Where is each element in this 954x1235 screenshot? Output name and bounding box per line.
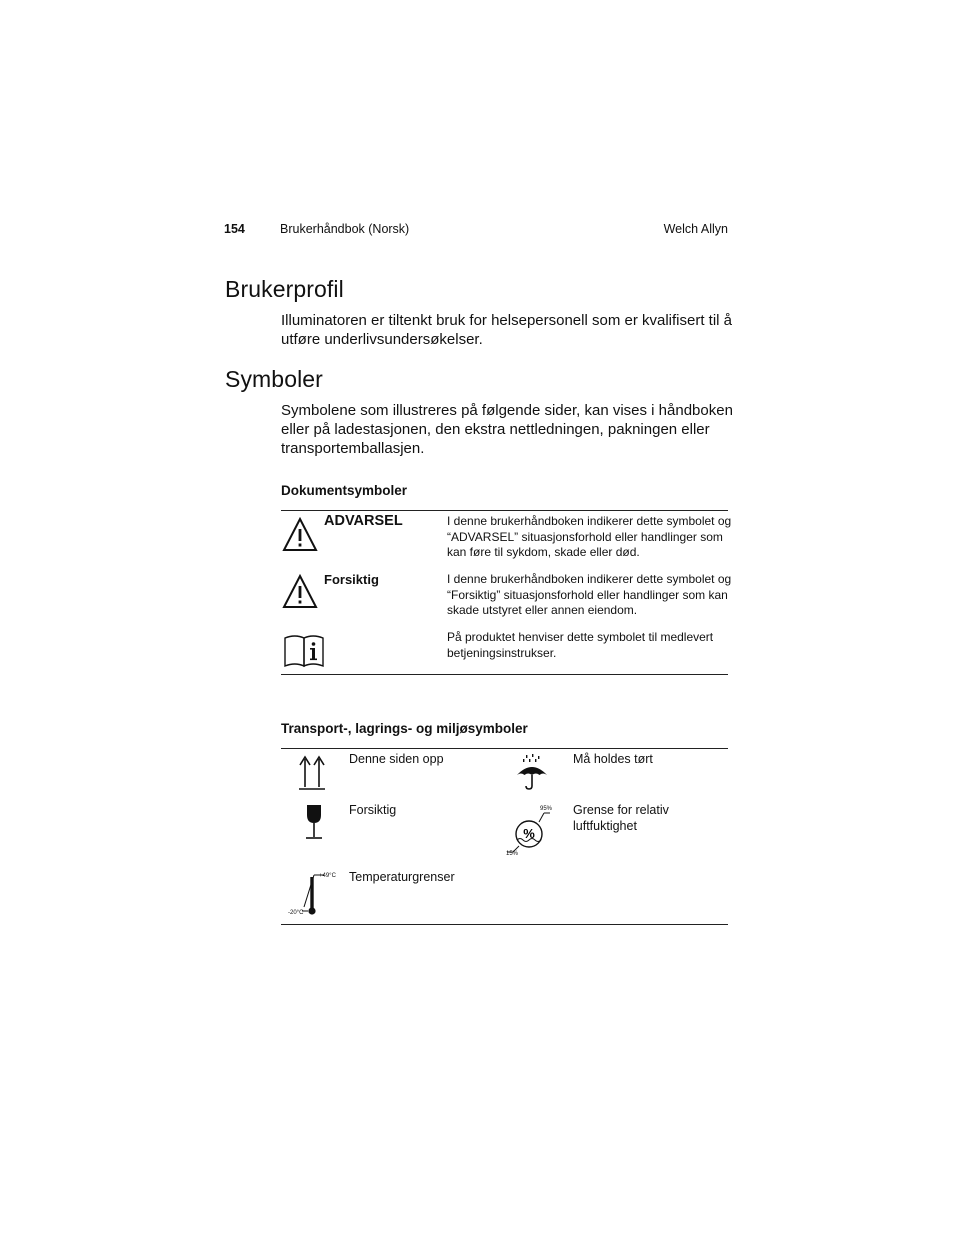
this-side-up-icon <box>298 755 326 791</box>
description-advarsel: I denne brukerhåndboken indikerer dette symbolet og “ADVARSEL” situasjonsforhold eller handlinger som kan føre til sykdom, skade eller død. <box>447 514 732 559</box>
label-temperature-limit: Temperaturgrenser <box>349 870 455 884</box>
table-top-rule <box>281 510 728 511</box>
label-keep-dry: Må holdes tørt <box>573 752 653 766</box>
fragile-glass-icon <box>302 803 326 841</box>
brand-name: Welch Allyn <box>663 222 728 236</box>
keep-dry-icon <box>515 753 549 791</box>
transport-table-top-rule <box>281 748 728 749</box>
temperature-lower-label: -20°C <box>288 910 304 916</box>
temperature-upper-label: +49°C <box>319 873 336 879</box>
label-advarsel: ADVARSEL <box>324 513 403 529</box>
instructions-book-icon <box>283 634 327 668</box>
subheading-transport-symbols: Transport-, lagrings- og miljøsymboler <box>281 721 528 736</box>
description-instructions: På produktet henviser dette symbolet til medlevert betjeningsinstrukser. <box>447 630 714 660</box>
label-this-side-up: Denne siden opp <box>349 752 444 766</box>
label-fragile: Forsiktig <box>349 803 397 817</box>
section-title-symboler: Symboler <box>225 366 323 392</box>
section-body-brukerprofil: Illuminatoren er tiltenkt bruk for helsepersonell som er kvalifisert til å utføre underlivsundersøkelser. <box>281 312 733 348</box>
section-body-symboler: Symbolene som illustreres på følgende sider, kan vises i håndboken eller på ladestasjonen, den ekstra nettledningen, pakningen eller transportemballasjen. <box>281 402 733 457</box>
humidity-upper-label: 95% <box>540 806 553 812</box>
humidity-limit-icon <box>505 810 555 856</box>
description-forsiktig: I denne brukerhåndboken indikerer dette symbolet og “Forsiktig” situasjonsforhold eller handlinger som kan skade utstyret eller annen eiendom. <box>447 572 732 617</box>
caution-triangle-icon <box>282 574 318 610</box>
transport-table-bottom-rule <box>281 924 728 925</box>
subheading-document-symbols: Dokumentsymboler <box>281 483 408 498</box>
book-title: Brukerhåndbok (Norsk) <box>280 222 410 236</box>
table-bottom-rule <box>281 674 728 675</box>
svg-text:%: % <box>523 826 535 841</box>
humidity-lower-label: 15% <box>506 851 519 857</box>
label-forsiktig: Forsiktig <box>324 572 379 587</box>
page-number: 154 <box>224 222 245 236</box>
section-title-brukerprofil: Brukerprofil <box>225 276 344 302</box>
label-humidity-limit: Grense for relativ luftfuktighet <box>573 803 669 833</box>
warning-triangle-icon <box>282 517 318 553</box>
